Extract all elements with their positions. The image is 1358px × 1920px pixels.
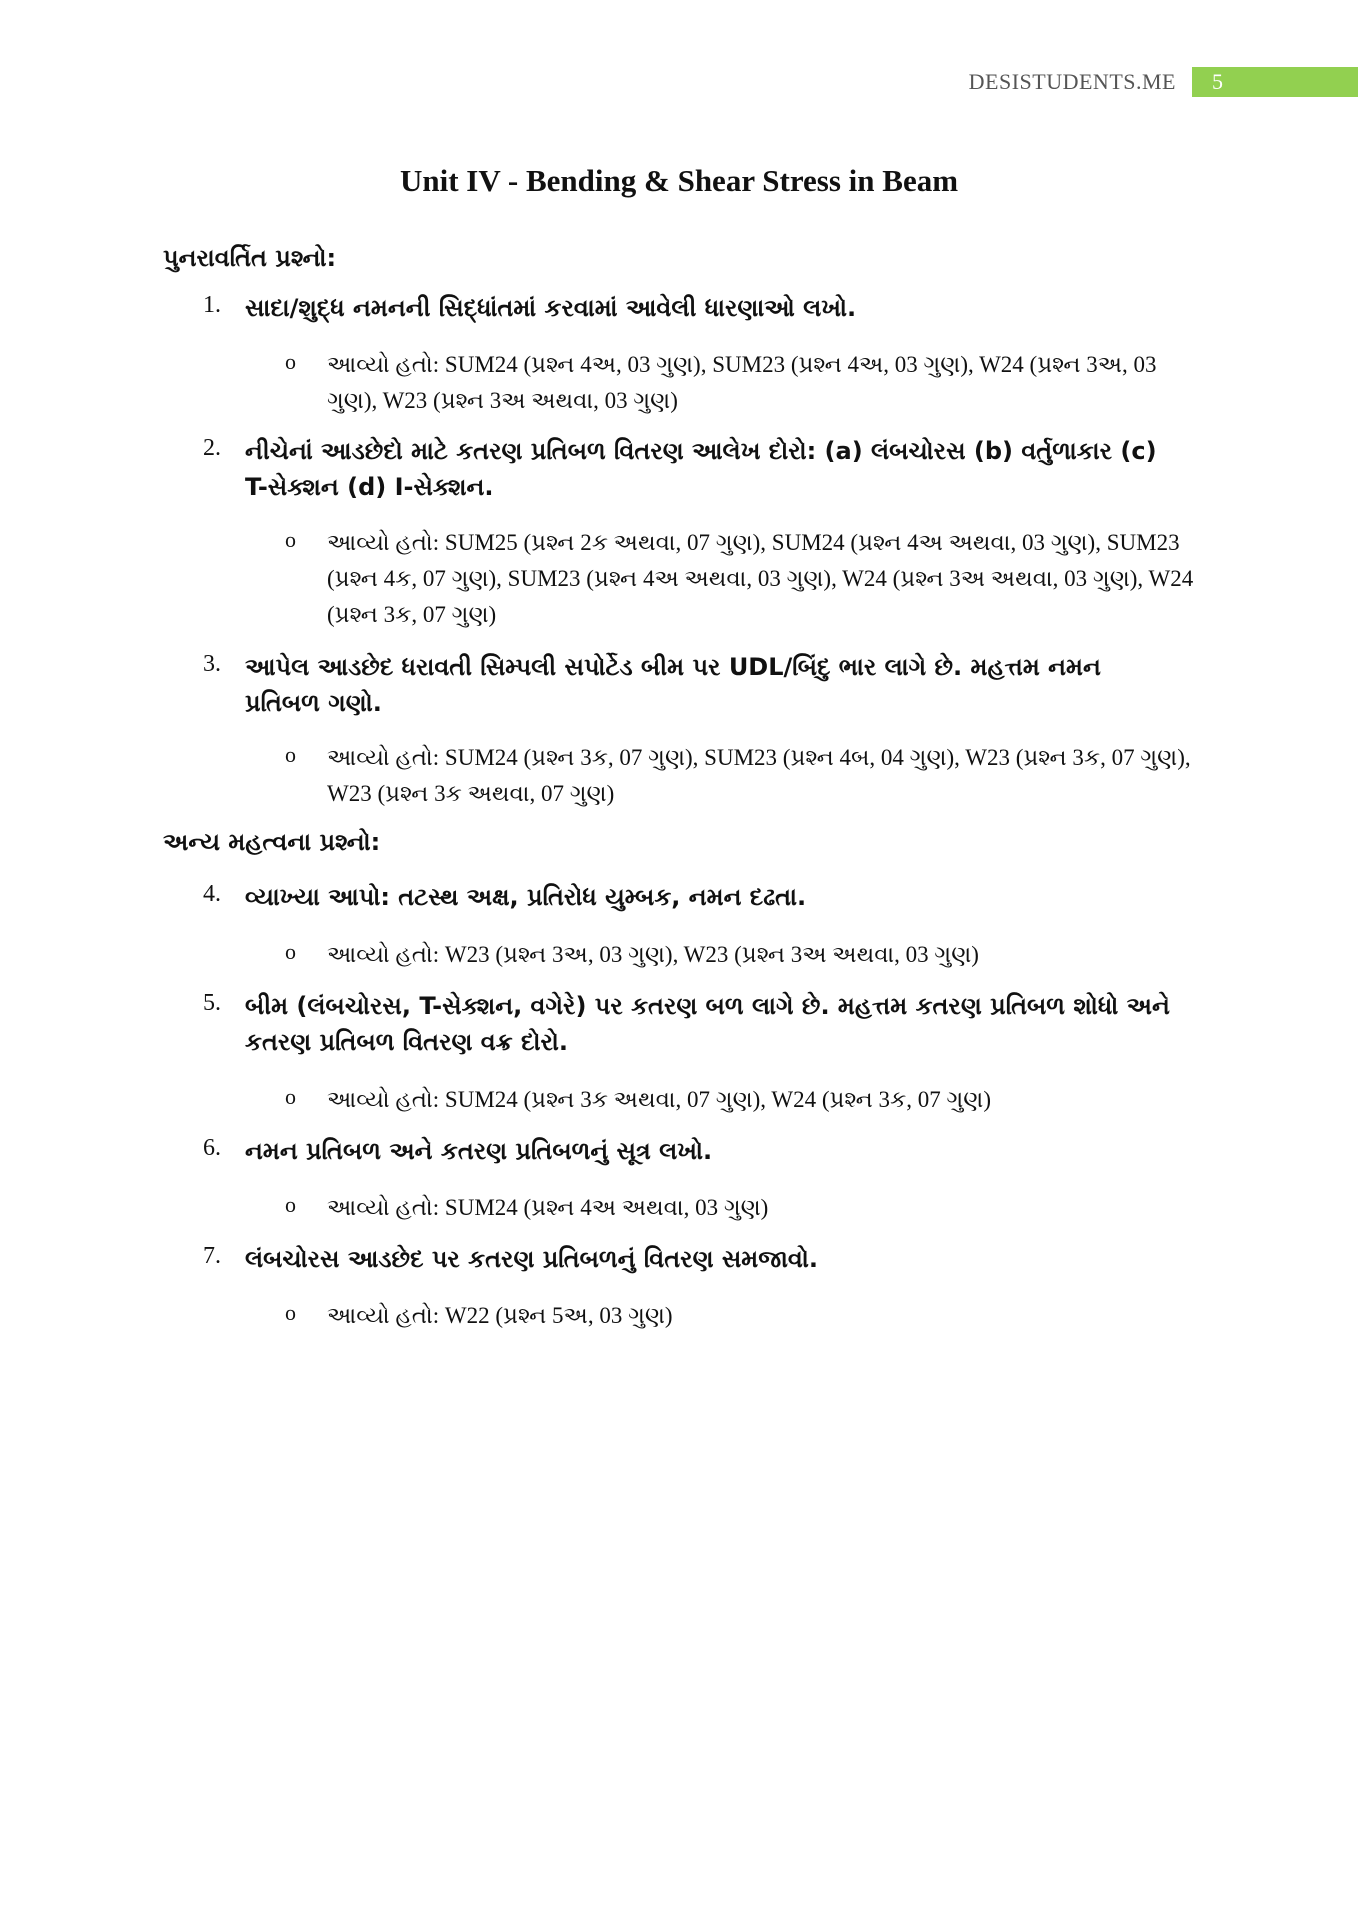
asked-7 [285, 1298, 1205, 1334]
bullet-icon: o [285, 1300, 296, 1325]
question-number: 7. [203, 1243, 221, 1269]
asked-3 [285, 740, 1205, 812]
asked-5 [285, 1082, 1205, 1118]
bullet-icon: o [285, 1084, 296, 1109]
question-text: લંબચોરસ આડછેદ પર કતરણ પ્રતિબળનું વિતરણ સમજાવો. [245, 1245, 818, 1273]
question-number: 3. [203, 651, 221, 677]
site-name: DESISTUDENTS.ME [968, 69, 1176, 94]
page-title: Unit IV - Bending & Shear Stress in Beam [399, 163, 959, 198]
bullet-icon: o [285, 1192, 296, 1217]
section-heading-repeated: પુનરાવર્તિત પ્રશ્નો: [163, 244, 337, 272]
page-header [969, 67, 1358, 97]
question-5 [203, 988, 1183, 1060]
question-text: નીચેનાં આડછેદો માટે કતરણ પ્રતિબળ વિતરણ આલેખ દોરો: (a) લંબચોરસ (b) વર્તુળાકાર (c) T-સેક્શન (d) I-સેક્શન. [245, 437, 1157, 501]
asked-4 [285, 937, 1205, 973]
bullet-icon: o [285, 527, 296, 552]
page-number-badge: 5 [1192, 67, 1358, 97]
question-text: નમન પ્રતિબળ અને કતરણ પ્રતિબળનું સૂત્ર લખો. [245, 1137, 713, 1165]
question-text: વ્યાખ્યા આપો: તટસ્થ અક્ષ, પ્રતિરોધ યુમ્બક, નમન દઢતા. [245, 883, 807, 911]
question-text: સાદા/શુદ્ધ નમનની સિદ્ધાંતમાં કરવામાં આવેલી ધારણાઓ લખો. [245, 294, 857, 322]
asked-2 [285, 525, 1205, 633]
question-7 [203, 1241, 1183, 1277]
question-2 [203, 433, 1183, 505]
bullet-icon: o [285, 939, 296, 964]
question-number: 5. [203, 990, 221, 1016]
asked-text: આવ્યો હતો: W22 (પ્રશ્ન 5અ, 03 ગુણ) [327, 1303, 673, 1328]
question-text: આપેલ આડછેદ ધરાવતી સિમ્પલી સપોર્ટેડ બીમ પર UDL/બિંદુ ભાર લાગે છે. મહત્તમ નમન પ્રતિબળ ગણો. [245, 653, 1101, 717]
question-number: 4. [203, 881, 221, 907]
asked-1 [285, 347, 1205, 419]
question-number: 2. [203, 435, 221, 461]
question-4 [203, 879, 1183, 915]
question-3 [203, 649, 1183, 721]
asked-text: આવ્યો હતો: SUM24 (પ્રશ્ન 4અ, 03 ગુણ), SUM23 (પ્રશ્ન 4અ, 03 ગુણ), W24 (પ્રશ્ન 3અ, 03 ગુણ), W23 (પ્રશ્ન 3અ અથવા, 03 ગુણ) [327, 352, 1157, 413]
asked-text: આવ્યો હતો: SUM24 (પ્રશ્ન 4અ અથવા, 03 ગુણ) [327, 1195, 769, 1220]
asked-text: આવ્યો હતો: SUM25 (પ્રશ્ન 2ક અથવા, 07 ગુણ), SUM24 (પ્રશ્ન 4અ અથવા, 03 ગુણ), SUM23 (પ્રશ્ન 4ક, 07 ગુણ), SUM23 (પ્રશ્ન 4અ અથવા, 03 ગુણ), W24 (પ્રશ્ન 3અ અથવા, 03 ગુણ), W24 (પ્રશ્ન 3ક, 07 ગુણ) [327, 530, 1194, 627]
question-number: 1. [203, 292, 221, 318]
question-1 [203, 290, 1183, 326]
question-number: 6. [203, 1135, 221, 1161]
question-text: બીમ (લંબચોરસ, T-સેક્શન, વગેરે) પર કતરણ બળ લાગે છે. મહત્તમ કતરણ પ્રતિબળ શોધો અને કતરણ પ્રતિબળ વિતરણ વક્ર દોરો. [245, 992, 1170, 1056]
question-6 [203, 1133, 1183, 1169]
asked-6 [285, 1190, 1205, 1226]
asked-text: આવ્યો હતો: SUM24 (પ્રશ્ન 3ક અથવા, 07 ગુણ), W24 (પ્રશ્ન 3ક, 07 ગુણ) [327, 1087, 992, 1112]
asked-text: આવ્યો હતો: W23 (પ્રશ્ન 3અ, 03 ગુણ), W23 (પ્રશ્ન 3અ અથવા, 03 ગુણ) [327, 942, 979, 967]
bullet-icon: o [285, 742, 296, 767]
asked-text: આવ્યો હતો: SUM24 (પ્રશ્ન 3ક, 07 ગુણ), SUM23 (પ્રશ્ન 4બ, 04 ગુણ), W23 (પ્રશ્ન 3ક, 07 ગુણ), W23 (પ્રશ્ન 3ક અથવા, 07 ગુણ) [327, 745, 1191, 806]
bullet-icon: o [285, 349, 296, 374]
section-heading-other: અન્ય મહત્વના પ્રશ્નો: [163, 828, 381, 856]
